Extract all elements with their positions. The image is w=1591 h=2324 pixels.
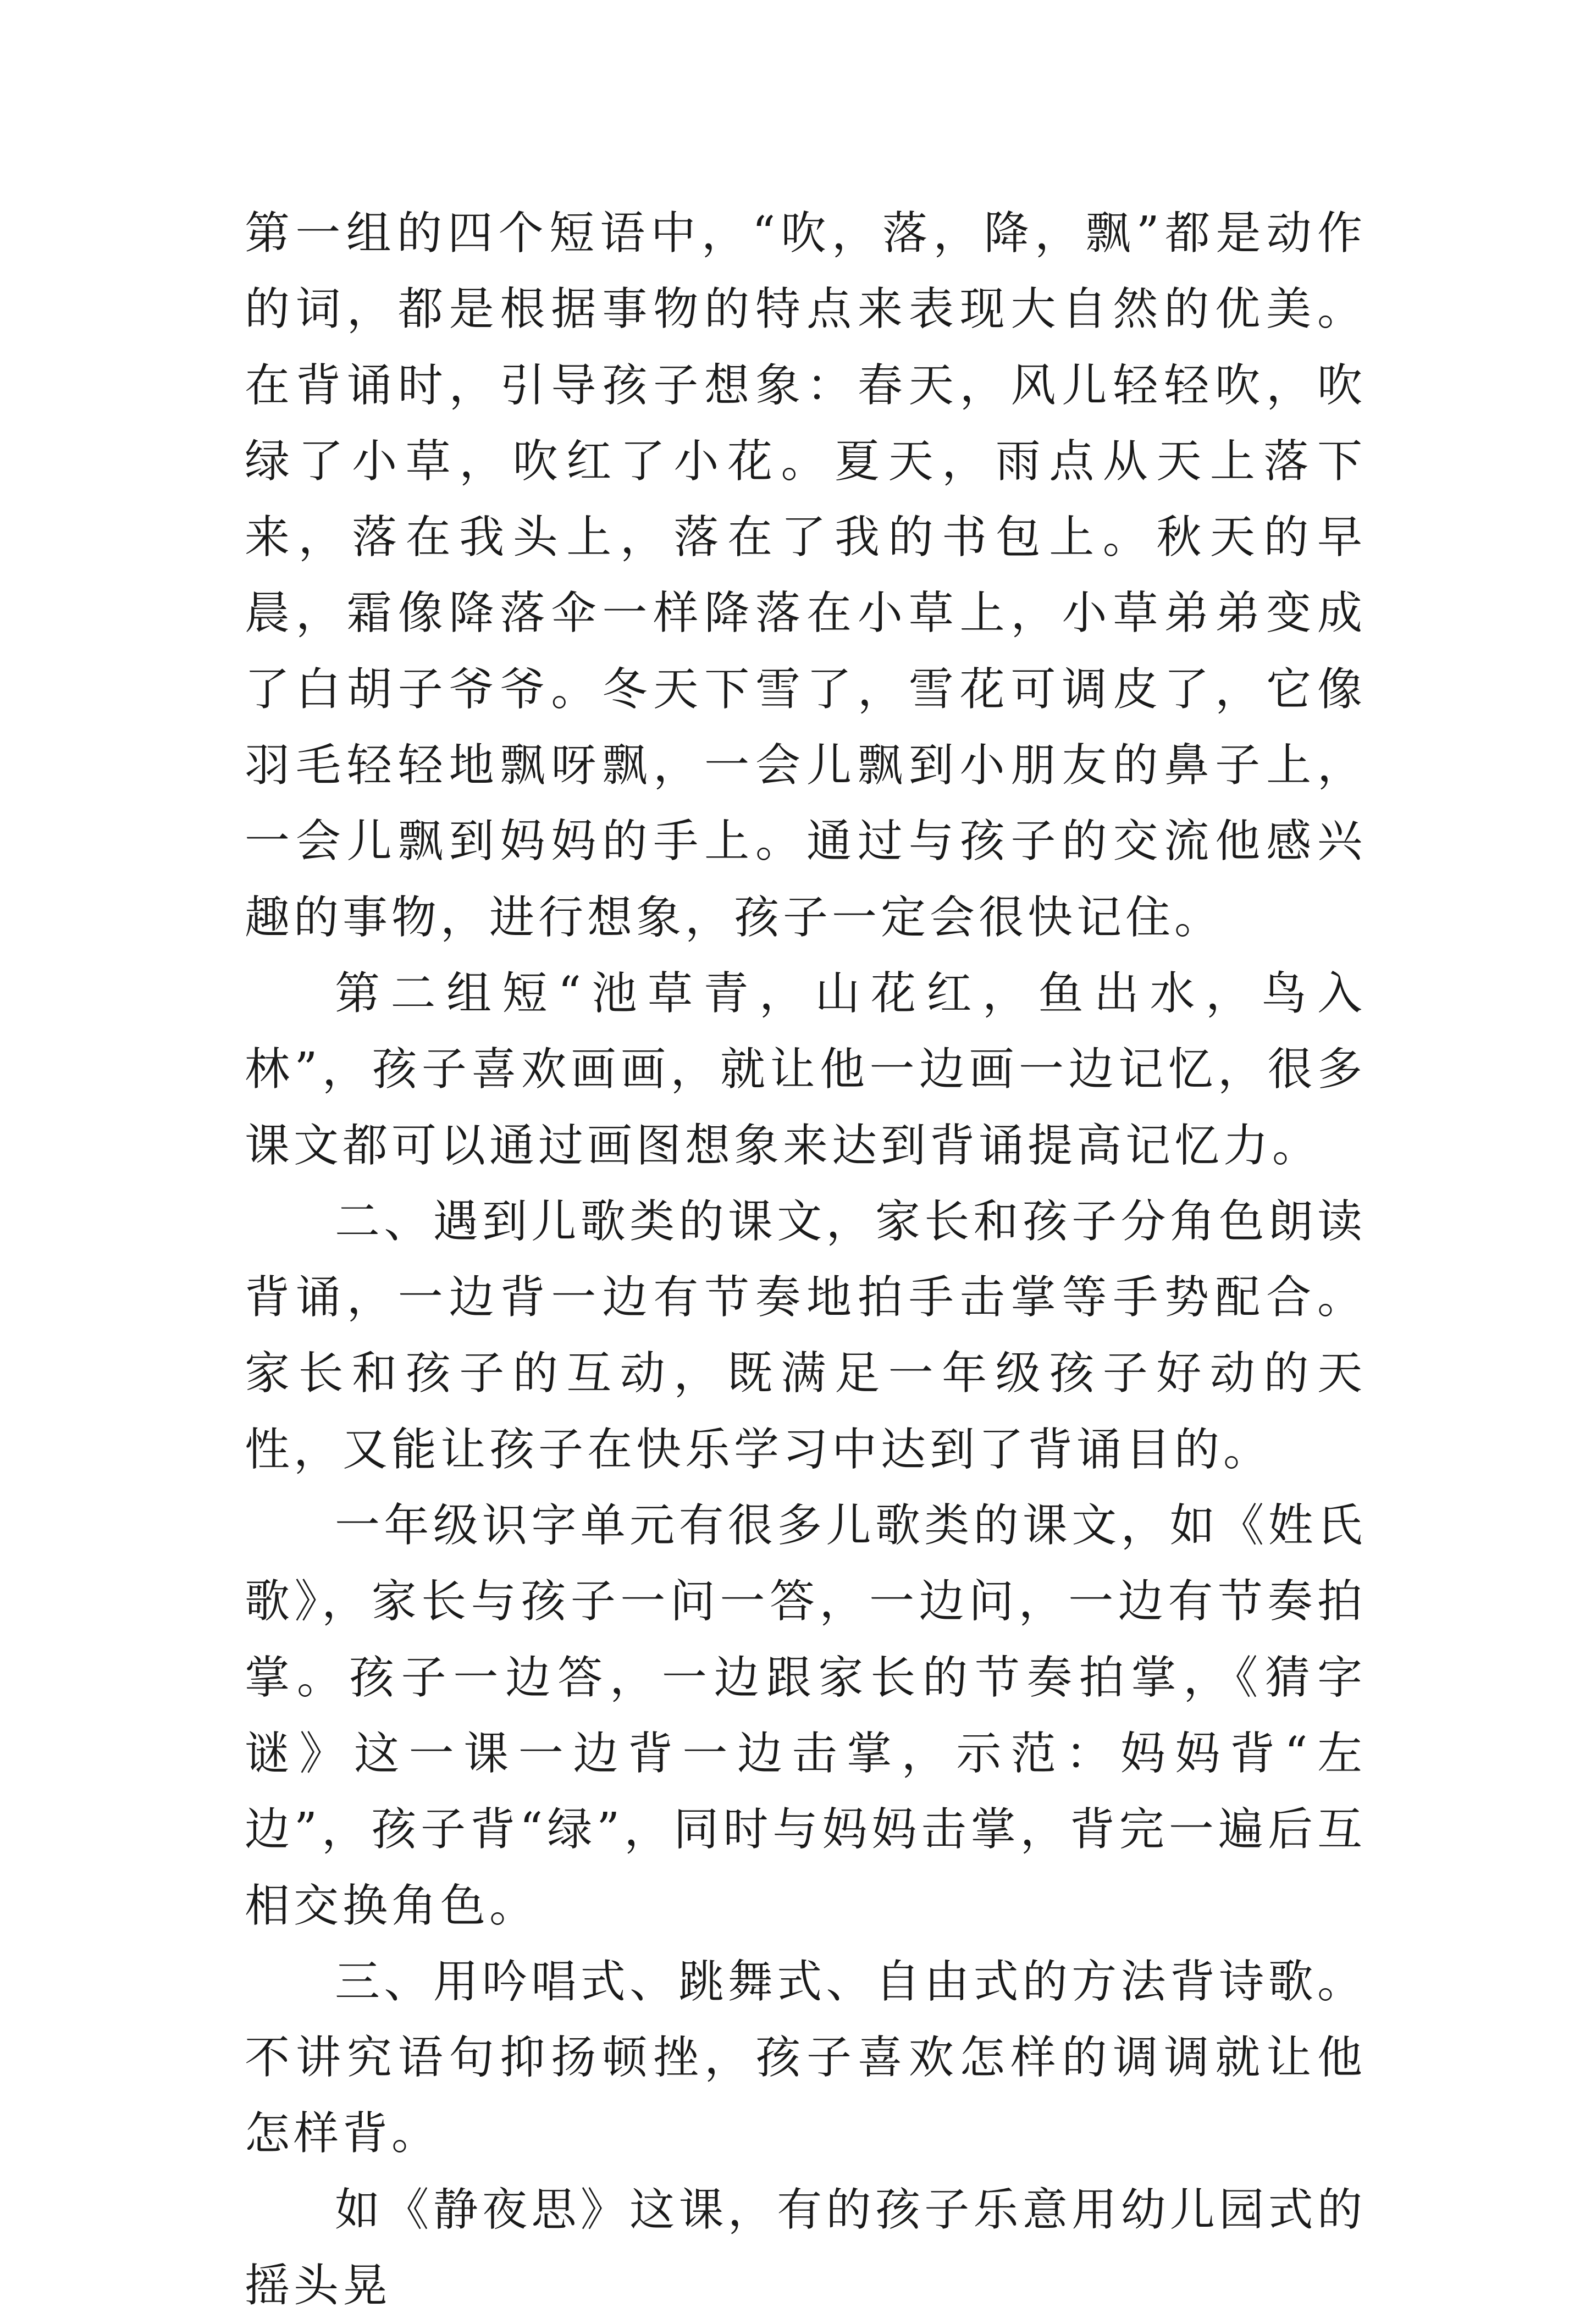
paragraph-3: 二、遇到儿歌类的课文，家长和孩子分角色朗读背诵，一边背一边有节奏地拍手击掌等手势配合。家长和孩子的互动，既满足一年级孩子好动的天性，又能让孩子在快乐学习中达到了背诵目的。 bbox=[245, 1195, 1366, 1476]
paragraph-5: 三、用吟唱式、跳舞式、自由式的方法背诗歌。不讲究语句抑扬顿挫，孩子喜欢怎样的调调就让他怎样背。 bbox=[245, 1955, 1366, 2160]
paragraph-1: 第一组的四个短语中，“吹，落，降，飘”都是动作的词，都是根据事物的特点来表现大自然的优美。在背诵时，引导孩子想象：春天，风儿轻轻吹，吹绿了小草，吹红了小花。夏天，雨点从天上落下来，落在我头上，落在了我的书包上。秋天的早晨，霜像降落伞一样降落在小草上，小草弟弟变成了白胡子爷爷。冬天下雪了，雪花可调皮了，它像羽毛轻轻地飘呀飘，一会儿飘到小朋友的鼻子上，一会儿飘到妈妈的手上。通过与孩子的交流他感兴趣的事物，进行想象，孩子一定会很快记住。 bbox=[245, 207, 1366, 944]
paragraph-6: 如《静夜思》这课，有的孩子乐意用幼儿园式的摇头晃 bbox=[245, 2183, 1366, 2312]
paragraph-2: 第二组短“池草青，山花红，鱼出水，鸟入林”，孩子喜欢画画，就让他一边画一边记忆，很多课文都可以通过画图想象来达到背诵提高记忆力。 bbox=[245, 967, 1366, 1172]
paragraph-4: 一年级识字单元有很多儿歌类的课文，如《姓氏歌》，家长与孩子一问一答，一边问，一边有节奏拍掌。孩子一边答，一边跟家长的节奏拍掌，《猜字谜》这一课一边背一边击掌，示范：妈妈背“左边”，孩子背“绿”，同时与妈妈击掌，背完一遍后互相交换角色。 bbox=[245, 1499, 1366, 1932]
body-text bbox=[245, 196, 1366, 2324]
